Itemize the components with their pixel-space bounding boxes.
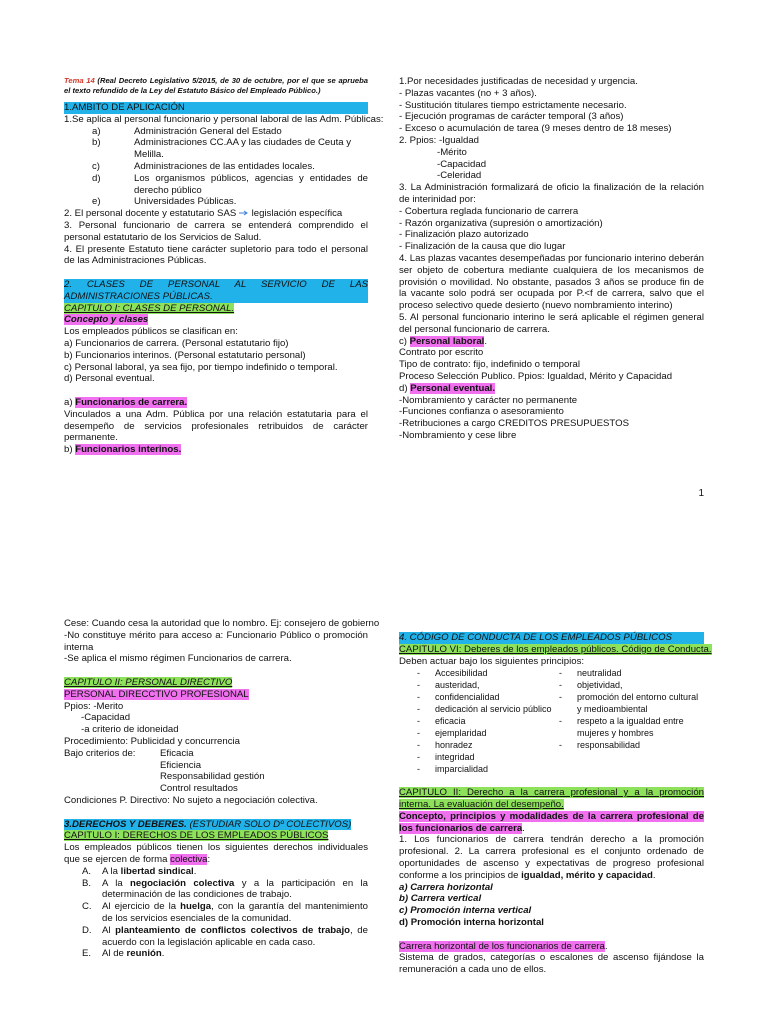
document-page-2 <box>0 590 768 1024</box>
page-number: 1 <box>698 488 704 499</box>
list-item: A. A la libertad sindical. <box>82 865 197 877</box>
list-item: - honradez <box>417 740 473 751</box>
text-line: b) Carrera vertical <box>399 893 482 905</box>
page1-left-column <box>64 76 384 456</box>
text-line: Sistema de grados, categorías o escalones de ascenso fijándose la remuneración a cada uno de ellos. <box>399 952 704 976</box>
text-line: 5. Al personal funcionario interino le será aplicable el régimen general del personal funcionario de carrera. <box>399 311 704 335</box>
text-line: Vinculados a una Adm. Pública por una relación estatutaria para el desempeño de servicios profesionales retribuidos de carácter permanente. <box>64 408 368 444</box>
text-line: - Finalización plazo autorizado <box>399 229 529 241</box>
text-line: 2. Ppios: -Igualdad <box>399 134 480 146</box>
arrow-icon <box>239 210 249 216</box>
subheading: a) Funcionarios de carrera. <box>64 396 188 408</box>
text-line: - Cobertura reglada funcionario de carrera <box>399 205 579 217</box>
subheading: d) Personal eventual. <box>399 382 495 394</box>
list-item: - respeto a la igualdad entre mujeres y hombres <box>559 716 684 739</box>
text-line: 4. Las plazas vacantes desempeñadas por funcionario interino deberán ser objeto de cobertura mediante cualquiera de los mecanismos de provisión o movilidad. No obstante, pasados 3 años se produce fin de la vacante solo podrá ser ocupada por P.<f de carrera, salvo que el proceso selectivo quede desierto (nuevo nombramiento interino) <box>399 252 704 312</box>
text-line: 1.Se aplica al personal funcionario y personal laboral de las Adm. Públicas: <box>64 113 384 125</box>
text-line: -Capacidad <box>437 158 487 170</box>
text-line: 1. Los funcionarios de carrera tendrán derecho a la promoción profesional. 2. La carrera profesional es el conjunto ordenado de oportunidades de ascenso y expectativas de progreso profesional conforme a los principios de igualdad, mérito y capacidad. <box>399 834 704 881</box>
list-item: C. Al ejercicio de la huelga, con la garantía del mantenimiento de los servicios esenciales de la comunidad. <box>82 901 368 924</box>
text-line: - Plazas vacantes (no + 3 años). <box>399 87 537 99</box>
text-line: -Mérito <box>437 146 467 158</box>
text-line: d) Promoción interna horizontal <box>399 916 544 928</box>
text-line: -Se aplica el mismo régimen Funcionarios de carrera. <box>64 653 292 665</box>
list-item: b) Administraciones CC.AA y las ciudades de Ceuta y Melilla. <box>92 137 352 161</box>
text-line: - Razón organizativa (supresión o amortización) <box>399 217 603 229</box>
page2-right-column <box>399 632 712 976</box>
text-line: -Nombramiento y cese libre <box>399 429 517 441</box>
list-item: D. Al planteamiento de conflictos colectivos de trabajo, de acuerdo con la legislación aplicable en cada caso. <box>82 924 368 948</box>
text-line: Responsabilidad gestión <box>160 771 265 783</box>
principles-column-b <box>559 667 704 775</box>
list-item: - objetividad, <box>559 680 623 691</box>
page1-right-column <box>399 76 704 442</box>
text-line: a) Funcionarios de carrera. (Personal estatutario fijo) <box>64 337 289 349</box>
text-line: Bajo criterios de: Eficacia <box>64 747 194 759</box>
tema-heading: Tema 14 (Real Decreto Legislativo 5/2015, de 30 de octubre, por el que se aprueba el texto refundido de la Ley del Estatuto Básico del Empleado Público.) <box>64 76 368 95</box>
text-line: d) Personal eventual. <box>64 373 155 385</box>
text-line: Contrato por escrito <box>399 347 484 359</box>
text-line: -Capacidad <box>81 712 131 724</box>
text-line: - Ejecución programas de carácter temporal (3 años) <box>399 111 624 123</box>
text-line: 2. El personal docente y estatutario SAS legislación específica <box>64 208 343 220</box>
list-item: - promoción del entorno cultural y medioambiental <box>559 692 699 715</box>
chapter-heading: CAPITULO I: DERECHOS DE LOS EMPLEADOS PÚBLICOS <box>64 830 329 842</box>
section-heading-ambito: 1.AMBITO DE APLICACIÓN <box>64 102 368 114</box>
subheading: b) Funcionarios interinos. <box>64 444 182 456</box>
list-item: c) Administraciones de las entidades locales. <box>92 160 315 172</box>
list-item: e) Universidades Públicas. <box>92 196 237 208</box>
list-item: E. Al de reunión. <box>82 948 165 960</box>
list-item: - confidencialidad <box>417 692 500 703</box>
text-line: -Funciones confianza o asesoramiento <box>399 406 564 418</box>
chapter-heading: CAPITULO I: CLASES DE PERSONAL. <box>64 302 235 314</box>
chapter-heading: CAPITULO II: PERSONAL DIRECTIVO <box>64 676 233 688</box>
text-line: Procedimiento: Publicidad y concurrencia <box>64 735 240 747</box>
text-line: -Retribuciones a cargo CREDITOS PRESUPUESTOS <box>399 418 629 430</box>
list-item: - responsabilidad <box>559 740 641 751</box>
section-heading-clases: 2. CLASES DE PERSONAL AL SERVICIO DE LAS ADMINISTRACIONES PÚBLICAS. <box>64 278 368 302</box>
text-line: Control resultados <box>160 783 238 795</box>
list-item: - neutralidad <box>559 668 622 679</box>
chapter-heading: CAPITULO II: Derecho a la carrera profesional y a la promoción interna. La evaluación del desempeño. <box>399 787 704 810</box>
list-item: - austeridad, <box>417 680 480 691</box>
page2-left-column <box>64 618 380 960</box>
text-line: Tipo de contrato: fijo, indefinido o temporal <box>399 359 580 371</box>
list-item: B. A la negociación colectiva y a la participación en la determinación de las condiciones de trabajo. <box>82 877 368 901</box>
text-line: - Sustitución titulares tiempo estrictamente necesario. <box>399 99 627 111</box>
text-line: Los empleados públicos tienen los siguientes derechos individuales que se ejercen de forma colectiva: <box>64 842 368 865</box>
text-line: 1.Por necesidades justificadas de necesidad y urgencia. <box>399 76 638 87</box>
text-line: Cese: Cuando cesa la autoridad que lo nombro. Ej: consejero de gobierno <box>64 618 380 629</box>
text-line: 4. El presente Estatuto tiene carácter supletorio para todo el personal de las Administraciones Públicas. <box>64 243 368 267</box>
principles-list <box>399 667 704 775</box>
subheading: c) Personal laboral. <box>399 335 487 347</box>
list-item: - Accesibilidad <box>417 668 488 679</box>
list-item: - integridad <box>417 752 475 763</box>
text-line: 3. La Administración formalizará de oficio la finalización de la relación de interinidad por: <box>399 182 704 205</box>
subheading: PERSONAL DIRECCTIVO PROFESIONAL <box>64 688 249 700</box>
text-line: Condiciones P. Directivo: No sujeto a negociación colectiva. <box>64 794 318 806</box>
text-line: -a criterio de idoneidad <box>81 724 179 736</box>
list-item: d) Los organismos públicos, agencias y entidades de derecho público <box>92 172 368 196</box>
text-line: 3. Personal funcionario de carrera se entenderá comprendido el personal estatutario de los Servicios de Salud. <box>64 219 368 243</box>
text-line: -Nombramiento y carácter no permanente <box>399 394 578 406</box>
list-item: - eficacia <box>417 716 466 727</box>
text-line: Los empleados públicos se clasifican en: <box>64 326 238 338</box>
principles-column-a <box>399 667 559 775</box>
text-line: -No constituye mérito para acceso a: Funcionario Público o promoción interna <box>64 629 368 653</box>
subheading: Carrera horizontal de los funcionarios de carrera. <box>399 940 608 952</box>
text-line: - Exceso o acumulación de tarea (9 meses dentro de 18 meses) <box>399 123 672 135</box>
text-line: a) Carrera horizontal <box>399 881 493 893</box>
section-heading-codigo: 4. CÓDIGO DE CONDUCTA DE LOS EMPLEADOS PÚBLICOS <box>399 632 704 644</box>
subheading: Concepto, principios y modalidades de la carrera profesional de los funcionarios de carrera. <box>399 810 704 834</box>
text-line: c) Personal laboral, ya sea fijo, por tiempo indefinido o temporal. <box>64 361 338 373</box>
list-item: - imparcialidad <box>417 764 489 775</box>
text-line: b) Funcionarios interinos. (Personal estatutario personal) <box>64 349 306 361</box>
text-line: c) Promoción interna vertical <box>399 905 532 917</box>
chapter-heading: CAPITULO VI: Deberes de los empleados públicos. Código de Conducta. <box>399 643 712 655</box>
text-line: Deben actuar bajo los siguientes principios: <box>399 655 585 667</box>
text-line: Ppios: -Merito <box>64 700 124 712</box>
list-item: - dedicación al servicio público <box>417 704 552 715</box>
text-line: - Finalización de la causa que dio lugar <box>399 241 566 253</box>
text-line: Proceso Selección Publico. Ppios: Igualdad, Mérito y Capacidad <box>399 370 673 382</box>
list-item: a) Administración General del Estado <box>92 125 282 137</box>
text-line: -Celeridad <box>437 170 482 182</box>
subheading: Concepto y clases <box>64 314 149 326</box>
text-line: Eficiencia <box>160 759 202 771</box>
list-item: - ejemplaridad <box>417 728 487 739</box>
section-heading-derechos: 3.DERECHOS Y DEBERES. (ESTUDIAR SOLO Dº COLECTIVOS) <box>64 818 352 830</box>
